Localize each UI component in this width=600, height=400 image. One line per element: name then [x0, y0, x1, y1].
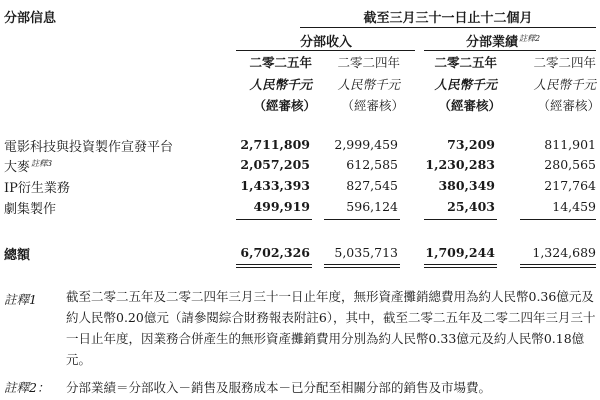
cell-value: 2,999,459 — [334, 137, 398, 152]
subtotal-rule — [324, 219, 400, 220]
note2-label: 註釋2： — [4, 380, 50, 395]
cell-value: 827,545 — [346, 178, 398, 193]
col3-year: 二零二五年 — [434, 55, 497, 70]
subtotal-rule — [236, 219, 312, 220]
row-label: IP衍生業務 — [4, 181, 70, 196]
cell-value: 380,349 — [438, 178, 495, 193]
total-label: 總額 — [4, 248, 31, 263]
col1-year: 二零二五年 — [249, 55, 312, 70]
row-label-text: 大麥 — [4, 160, 31, 175]
total-value: 5,035,713 — [334, 245, 398, 260]
cell-value: 2,057,205 — [240, 157, 310, 172]
total-double-rule — [424, 264, 497, 268]
row-label: 劇集製作 — [4, 202, 57, 217]
col2-unit: 人民幣千元 — [337, 77, 400, 92]
cell-value: 2,711,809 — [240, 137, 310, 152]
period-header: 截至三月三十一日止十二個月 — [363, 11, 533, 26]
group-label-revenue: 分部收入 — [299, 35, 352, 50]
row-note-ref: 註釋3 — [31, 159, 53, 168]
section-title: 分部信息 — [4, 11, 57, 26]
cell-value: 1,230,283 — [425, 157, 495, 172]
total-double-rule — [236, 264, 312, 268]
cell-value: 499,919 — [253, 199, 310, 214]
cell-value: 612,585 — [346, 157, 398, 172]
header-rule — [300, 27, 596, 28]
col4-year: 二零二四年 — [533, 55, 596, 70]
subtotal-rule — [424, 219, 497, 220]
row-label — [4, 156, 52, 175]
cell-value: 811,901 — [544, 137, 596, 152]
cell-value: 73,209 — [447, 137, 495, 152]
col1-audit: （經審核） — [253, 98, 316, 113]
cell-value: 596,124 — [346, 199, 398, 214]
row-label: 電影科技與投資製作宣發平台 — [4, 140, 174, 155]
group-note-ref: 註釋2 — [518, 34, 541, 43]
col3-audit: （經審核） — [438, 98, 501, 113]
cell-value: 14,459 — [552, 199, 596, 214]
note1-text: 截至二零二五年及二零二四年三月三十一日止年度，無形資產攤銷總費用為約人民幣0.36億元及約人民幣0.20億元（請參閱綜合財務報表附註6），其中，截至二零二五年及二零二四年三月三十一日止年度，因業務合併產生的無形資產攤銷費用分別為約人民幣0.33億元及約人民幣0.18億元。 — [66, 289, 596, 367]
group-label-results: 分部業績 — [465, 35, 518, 50]
col2-year: 二零二四年 — [337, 55, 400, 70]
col1-unit: 人民幣千元 — [249, 77, 312, 92]
total-value: 1,709,244 — [425, 245, 495, 260]
cell-value: 217,764 — [544, 178, 596, 193]
total-double-rule — [520, 264, 596, 268]
note2-text: 分部業績＝分部收入－銷售及服務成本－已分配至相關分部的銷售及市場費。 — [66, 380, 492, 395]
total-value: 1,324,689 — [532, 245, 596, 260]
col4-unit: 人民幣千元 — [533, 77, 596, 92]
cell-value: 1,433,393 — [240, 178, 310, 193]
note1-label: 註釋1 — [4, 292, 37, 307]
group-rule-results — [424, 50, 596, 51]
col4-audit: （經審核） — [537, 98, 600, 113]
group-header-results — [410, 31, 596, 50]
subtotal-rule — [520, 219, 596, 220]
cell-value: 25,403 — [447, 199, 495, 214]
total-double-rule — [324, 264, 400, 268]
group-header-revenue — [230, 31, 422, 50]
group-rule-revenue — [236, 50, 415, 51]
total-value: 6,702,326 — [240, 245, 310, 260]
cell-value: 280,565 — [544, 157, 596, 172]
col2-audit: （經審核） — [341, 98, 404, 113]
col3-unit: 人民幣千元 — [434, 77, 497, 92]
